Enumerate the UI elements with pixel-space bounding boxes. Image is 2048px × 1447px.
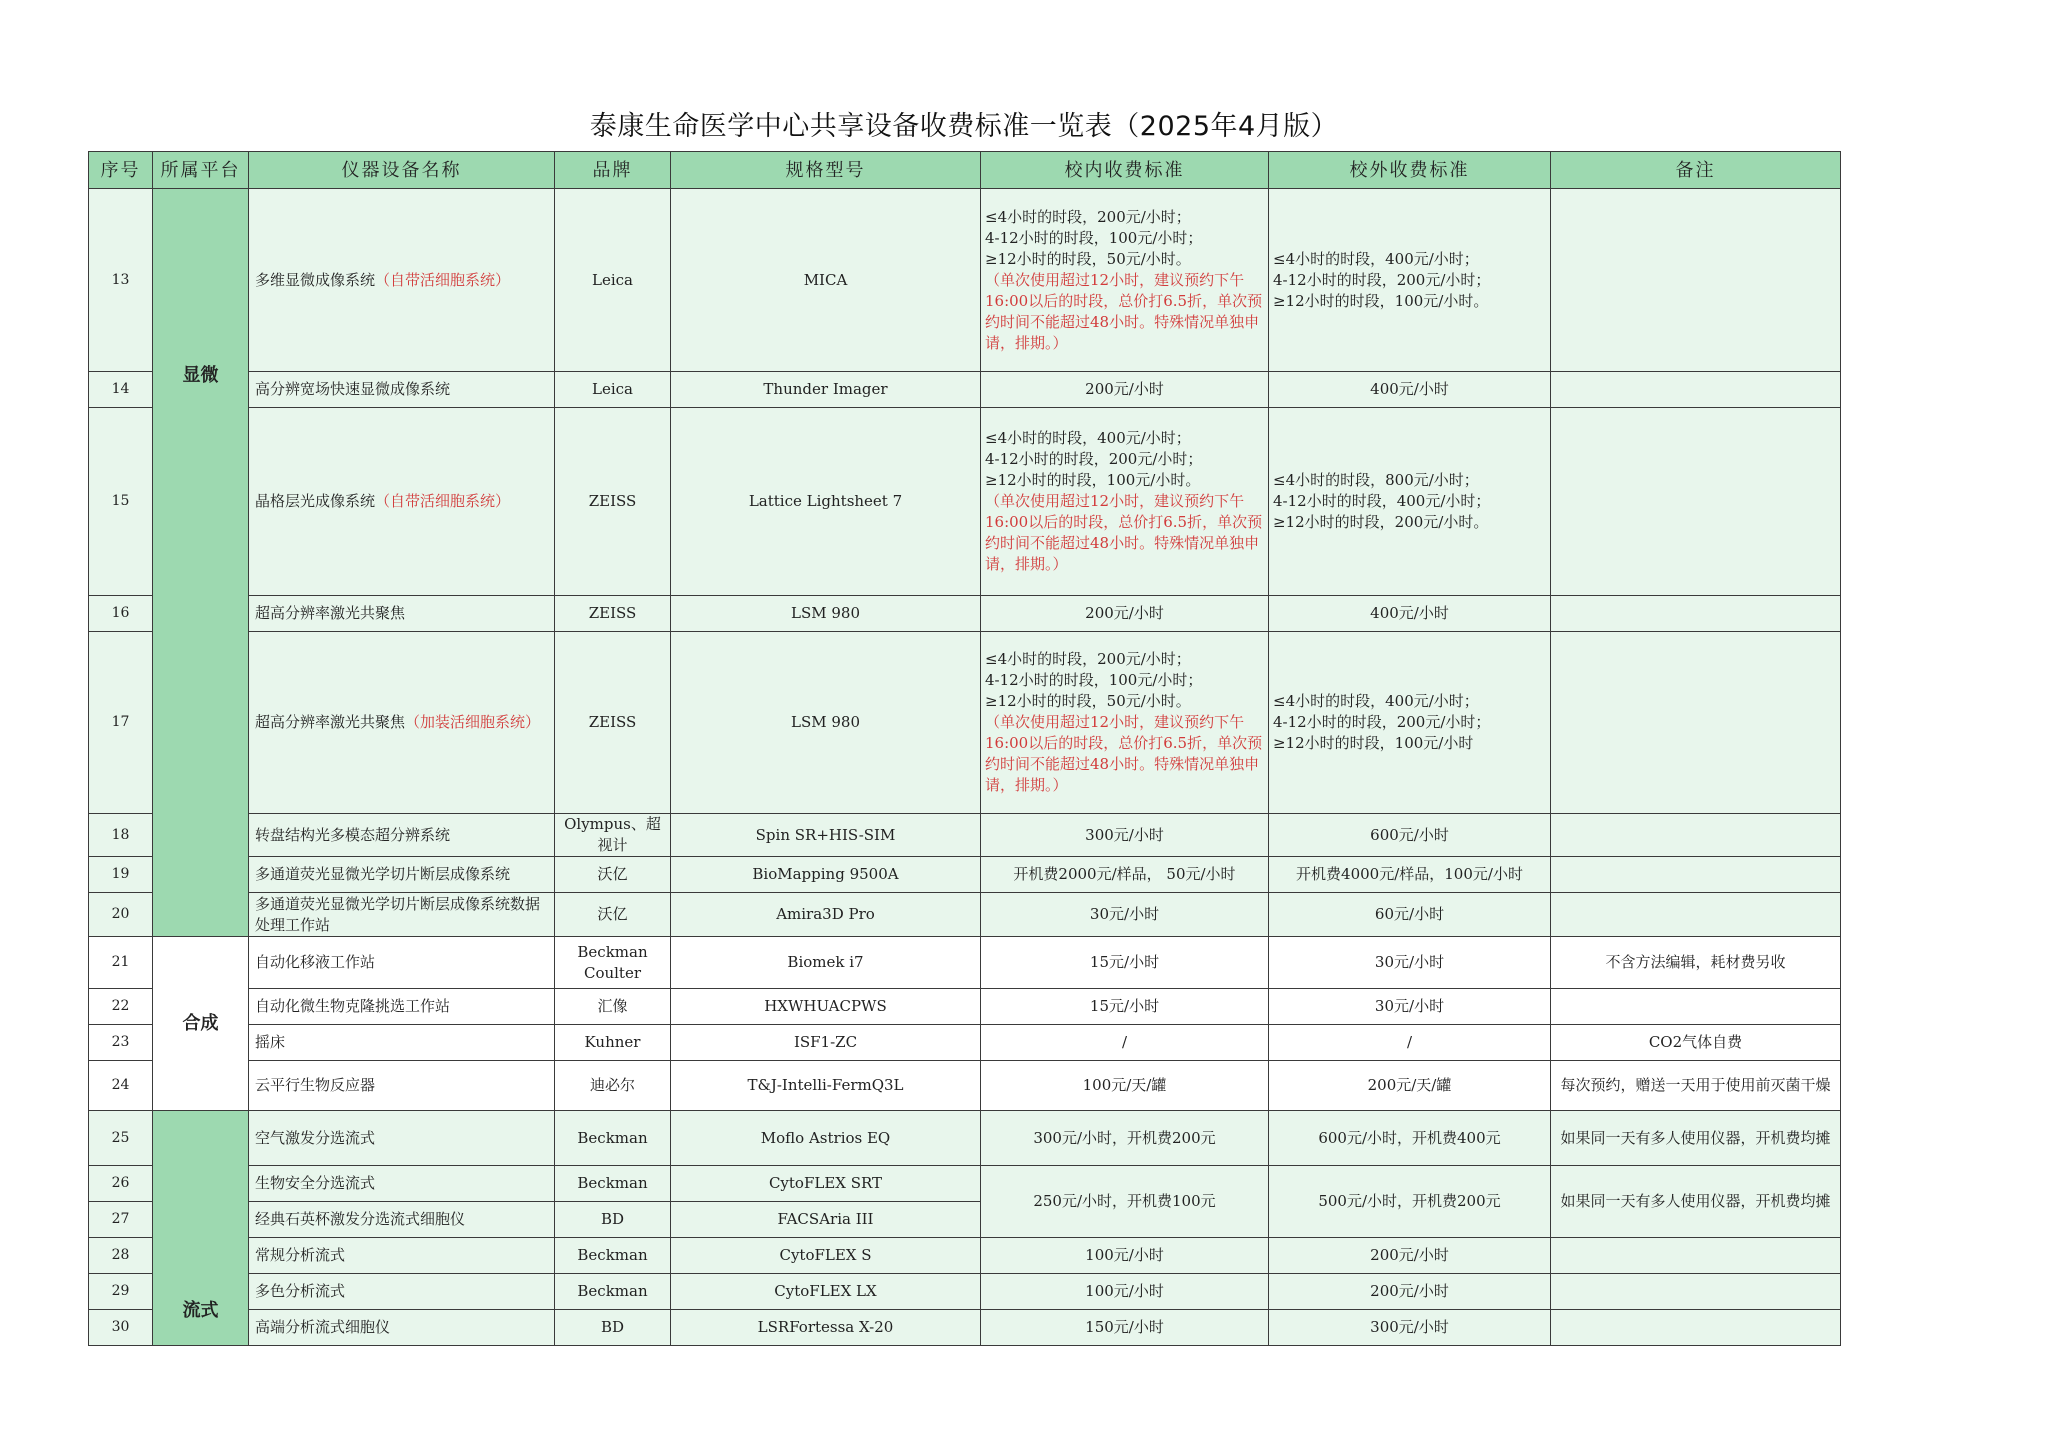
model-cell: CytoFLEX S	[671, 1238, 981, 1274]
equipment-name: 自动化微生物克隆挑选工作站	[249, 989, 555, 1025]
brand-cell: ZEISS	[555, 596, 671, 632]
model-cell: Thunder Imager	[671, 372, 981, 408]
external-fee-cell: 60元/小时	[1269, 893, 1551, 937]
internal-fee-cell: 开机费2000元/样品， 50元/小时	[981, 857, 1269, 893]
model-cell: T&J-Intelli-FermQ3L	[671, 1061, 981, 1111]
table-row	[89, 189, 1841, 372]
external-fee-cell: 30元/小时	[1269, 989, 1551, 1025]
model-cell: HXWHUACPWS	[671, 989, 981, 1025]
model-cell: Spin SR+HIS-SIM	[671, 814, 981, 857]
internal-fee-note: （单次使用超过12小时，建议预约下午16:00以后的时段，总价打6.5折，单次预约时间不能超过48小时。特殊情况单独申请，排期。）	[985, 270, 1263, 352]
remark-cell: 不含方法编辑，耗材费另收	[1551, 937, 1841, 989]
table-row	[89, 372, 1841, 408]
row-no: 27	[89, 1202, 153, 1238]
table-row	[89, 408, 1841, 596]
row-no: 22	[89, 989, 153, 1025]
internal-fee-cell	[981, 408, 1269, 596]
internal-fee-text: ≤4小时的时段，200元/小时； 4-12小时的时段，100元/小时； ≥12小时的时段，50元/小时。	[985, 207, 1203, 268]
internal-fee-cell: 100元/小时	[981, 1238, 1269, 1274]
row-no: 29	[89, 1274, 153, 1310]
brand-cell: Beckman	[555, 1166, 671, 1202]
remark-cell	[1551, 989, 1841, 1025]
header-no: 序号	[89, 152, 153, 189]
internal-fee-cell	[981, 632, 1269, 814]
table-row	[89, 937, 1841, 989]
external-fee-cell: 200元/小时	[1269, 1238, 1551, 1274]
brand-cell: Olympus、超视计	[555, 814, 671, 857]
row-no: 14	[89, 372, 153, 408]
row-no: 16	[89, 596, 153, 632]
equipment-name-note: （自带活细胞系统）	[375, 270, 511, 289]
header-internal-fee: 校内收费标准	[981, 152, 1269, 189]
row-no: 30	[89, 1310, 153, 1346]
equipment-name: 多通道荧光显微光学切片断层成像系统数据处理工作站	[249, 893, 555, 937]
row-no: 28	[89, 1238, 153, 1274]
external-fee-cell: 600元/小时，开机费400元	[1269, 1111, 1551, 1166]
equipment-name: 高分辨宽场快速显微成像系统	[249, 372, 555, 408]
remark-cell	[1551, 632, 1841, 814]
header-name: 仪器设备名称	[249, 152, 555, 189]
remark-cell: 每次预约，赠送一天用于使用前灭菌干燥	[1551, 1061, 1841, 1111]
platform-microscopy: 显微	[153, 189, 249, 937]
equipment-name: 常规分析流式	[249, 1238, 555, 1274]
table-row	[89, 893, 1841, 937]
equipment-name-note: （自带活细胞系统）	[375, 492, 511, 510]
model-cell: Moflo Astrios EQ	[671, 1111, 981, 1166]
remark-cell	[1551, 893, 1841, 937]
table-row	[89, 1166, 1841, 1202]
equipment-name: 生物安全分选流式	[249, 1166, 555, 1202]
row-no: 18	[89, 814, 153, 857]
internal-fee-text: ≤4小时的时段，400元/小时； 4-12小时的时段，200元/小时； ≥12小时的时段，100元/小时。	[985, 429, 1203, 489]
internal-fee-cell: 250元/小时，开机费100元	[981, 1166, 1269, 1238]
model-cell: LSM 980	[671, 632, 981, 814]
header-brand: 品牌	[555, 152, 671, 189]
page-title: 泰康生命医学中心共享设备收费标准一览表（2025年4月版）	[589, 111, 1339, 142]
internal-fee-cell: 300元/小时，开机费200元	[981, 1111, 1269, 1166]
header-remark: 备注	[1551, 152, 1841, 189]
internal-fee-note: （单次使用超过12小时，建议预约下午16:00以后的时段，总价打6.5折，单次预约时间不能超过48小时。特殊情况单独申请，排期。）	[985, 492, 1263, 573]
remark-cell	[1551, 1310, 1841, 1346]
external-fee-cell: 600元/小时	[1269, 814, 1551, 857]
brand-cell: Beckman	[555, 1111, 671, 1166]
external-fee-cell: /	[1269, 1025, 1551, 1061]
model-cell: CytoFLEX LX	[671, 1274, 981, 1310]
external-fee-cell: 开机费4000元/样品，100元/小时	[1269, 857, 1551, 893]
row-no: 19	[89, 857, 153, 893]
model-cell: ISF1-ZC	[671, 1025, 981, 1061]
equipment-name-text: 多维显微成像系统	[255, 270, 376, 289]
model-cell: FACSAria III	[671, 1202, 981, 1238]
equipment-name: 高端分析流式细胞仪	[249, 1310, 555, 1346]
equipment-name: 转盘结构光多模态超分辨系统	[249, 814, 555, 857]
model-cell: LSM 980	[671, 596, 981, 632]
remark-cell: 如果同一天有多人使用仪器，开机费均摊	[1551, 1166, 1841, 1238]
external-fee-cell: 200元/小时	[1269, 1274, 1551, 1310]
row-no: 24	[89, 1061, 153, 1111]
internal-fee-cell: 300元/小时	[981, 814, 1269, 857]
internal-fee-cell: 30元/小时	[981, 893, 1269, 937]
header-external-fee: 校外收费标准	[1269, 152, 1551, 189]
equipment-name: 云平行生物反应器	[249, 1061, 555, 1111]
model-cell: MICA	[671, 189, 981, 372]
brand-cell: 沃亿	[555, 893, 671, 937]
internal-fee-cell: /	[981, 1025, 1269, 1061]
external-fee-cell: 30元/小时	[1269, 937, 1551, 989]
internal-fee-cell: 150元/小时	[981, 1310, 1269, 1346]
row-no: 26	[89, 1166, 153, 1202]
equipment-name	[249, 189, 555, 372]
brand-cell: 沃亿	[555, 857, 671, 893]
external-fee-cell: ≤4小时的时段，800元/小时； 4-12小时的时段，400元/小时； ≥12小时的时段，200元/小时。	[1269, 408, 1551, 596]
brand-cell: ZEISS	[555, 408, 671, 596]
external-fee-cell: 500元/小时，开机费200元	[1269, 1166, 1551, 1238]
brand-cell: Beckman	[555, 1238, 671, 1274]
equipment-name: 摇床	[249, 1025, 555, 1061]
remark-cell: 如果同一天有多人使用仪器，开机费均摊	[1551, 1111, 1841, 1166]
model-cell: BioMapping 9500A	[671, 857, 981, 893]
table-row	[89, 1061, 1841, 1111]
equipment-name: 自动化移液工作站	[249, 937, 555, 989]
row-no: 13	[89, 189, 153, 372]
equipment-name-text: 超高分辨率激光共聚焦	[255, 713, 406, 731]
table-row	[89, 857, 1841, 893]
external-fee-cell: 400元/小时	[1269, 596, 1551, 632]
remark-cell	[1551, 857, 1841, 893]
brand-cell: Kuhner	[555, 1025, 671, 1061]
header-model: 规格型号	[671, 152, 981, 189]
internal-fee-cell: 100元/天/罐	[981, 1061, 1269, 1111]
internal-fee-cell: 15元/小时	[981, 937, 1269, 989]
table-row	[89, 814, 1841, 857]
internal-fee-cell: 100元/小时	[981, 1274, 1269, 1310]
row-no: 17	[89, 632, 153, 814]
table-row	[89, 1238, 1841, 1274]
row-no: 20	[89, 893, 153, 937]
table-row	[89, 1274, 1841, 1310]
brand-cell: Beckman Coulter	[555, 937, 671, 989]
table-row	[89, 989, 1841, 1025]
brand-cell: 迪必尔	[555, 1061, 671, 1111]
remark-cell: CO2气体自费	[1551, 1025, 1841, 1061]
row-no: 15	[89, 408, 153, 596]
remark-cell	[1551, 1238, 1841, 1274]
model-cell: Biomek i7	[671, 937, 981, 989]
table-row	[89, 1025, 1841, 1061]
remark-cell	[1551, 814, 1841, 857]
equipment-name: 多色分析流式	[249, 1274, 555, 1310]
remark-cell	[1551, 596, 1841, 632]
equipment-name: 超高分辨率激光共聚焦	[249, 596, 555, 632]
platform-flow: 流式	[153, 1111, 249, 1346]
brand-cell: BD	[555, 1202, 671, 1238]
external-fee-cell: 400元/小时	[1269, 372, 1551, 408]
equipment-name	[249, 408, 555, 596]
remark-cell	[1551, 1274, 1841, 1310]
model-cell: LSRFortessa X-20	[671, 1310, 981, 1346]
external-fee-cell: ≤4小时的时段，400元/小时； 4-12小时的时段，200元/小时； ≥12小时的时段，100元/小时。	[1269, 189, 1551, 372]
row-no: 25	[89, 1111, 153, 1166]
brand-cell: Beckman	[555, 1274, 671, 1310]
external-fee-cell: 200元/天/罐	[1269, 1061, 1551, 1111]
internal-fee-cell	[981, 189, 1269, 372]
equipment-name: 经典石英杯激发分选流式细胞仪	[249, 1202, 555, 1238]
brand-cell: 汇像	[555, 989, 671, 1025]
equipment-name: 空气激发分选流式	[249, 1111, 555, 1166]
internal-fee-cell: 200元/小时	[981, 596, 1269, 632]
row-no: 23	[89, 1025, 153, 1061]
brand-cell: ZEISS	[555, 632, 671, 814]
equipment-name: 多通道荧光显微光学切片断层成像系统	[249, 857, 555, 893]
brand-cell: Leica	[555, 372, 671, 408]
brand-cell: BD	[555, 1310, 671, 1346]
equipment-name-text: 晶格层光成像系统	[255, 492, 376, 510]
fee-table	[88, 151, 1841, 1346]
table-row	[89, 632, 1841, 814]
row-no: 21	[89, 937, 153, 989]
external-fee-cell: ≤4小时的时段，400元/小时； 4-12小时的时段，200元/小时； ≥12小时的时段，100元/小时	[1269, 632, 1551, 814]
internal-fee-text: ≤4小时的时段，200元/小时； 4-12小时的时段，100元/小时； ≥12小时的时段，50元/小时。	[985, 650, 1203, 710]
brand-cell: Leica	[555, 189, 671, 372]
equipment-name-note: （加装活细胞系统）	[405, 713, 541, 731]
remark-cell	[1551, 372, 1841, 408]
external-fee-cell: 300元/小时	[1269, 1310, 1551, 1346]
remark-cell	[1551, 189, 1841, 372]
table-row	[89, 1310, 1841, 1346]
table-row	[89, 596, 1841, 632]
model-cell: Lattice Lightsheet 7	[671, 408, 981, 596]
model-cell: CytoFLEX SRT	[671, 1166, 981, 1202]
equipment-name	[249, 632, 555, 814]
internal-fee-cell: 15元/小时	[981, 989, 1269, 1025]
table-header-row	[89, 152, 1841, 189]
platform-synthesis: 合成	[153, 937, 249, 1111]
table-row	[89, 1111, 1841, 1166]
remark-cell	[1551, 408, 1841, 596]
internal-fee-note: （单次使用超过12小时，建议预约下午16:00以后的时段，总价打6.5折，单次预约时间不能超过48小时。特殊情况单独申请，排期。）	[985, 713, 1263, 794]
header-platform: 所属平台	[153, 152, 249, 189]
internal-fee-cell: 200元/小时	[981, 372, 1269, 408]
model-cell: Amira3D Pro	[671, 893, 981, 937]
